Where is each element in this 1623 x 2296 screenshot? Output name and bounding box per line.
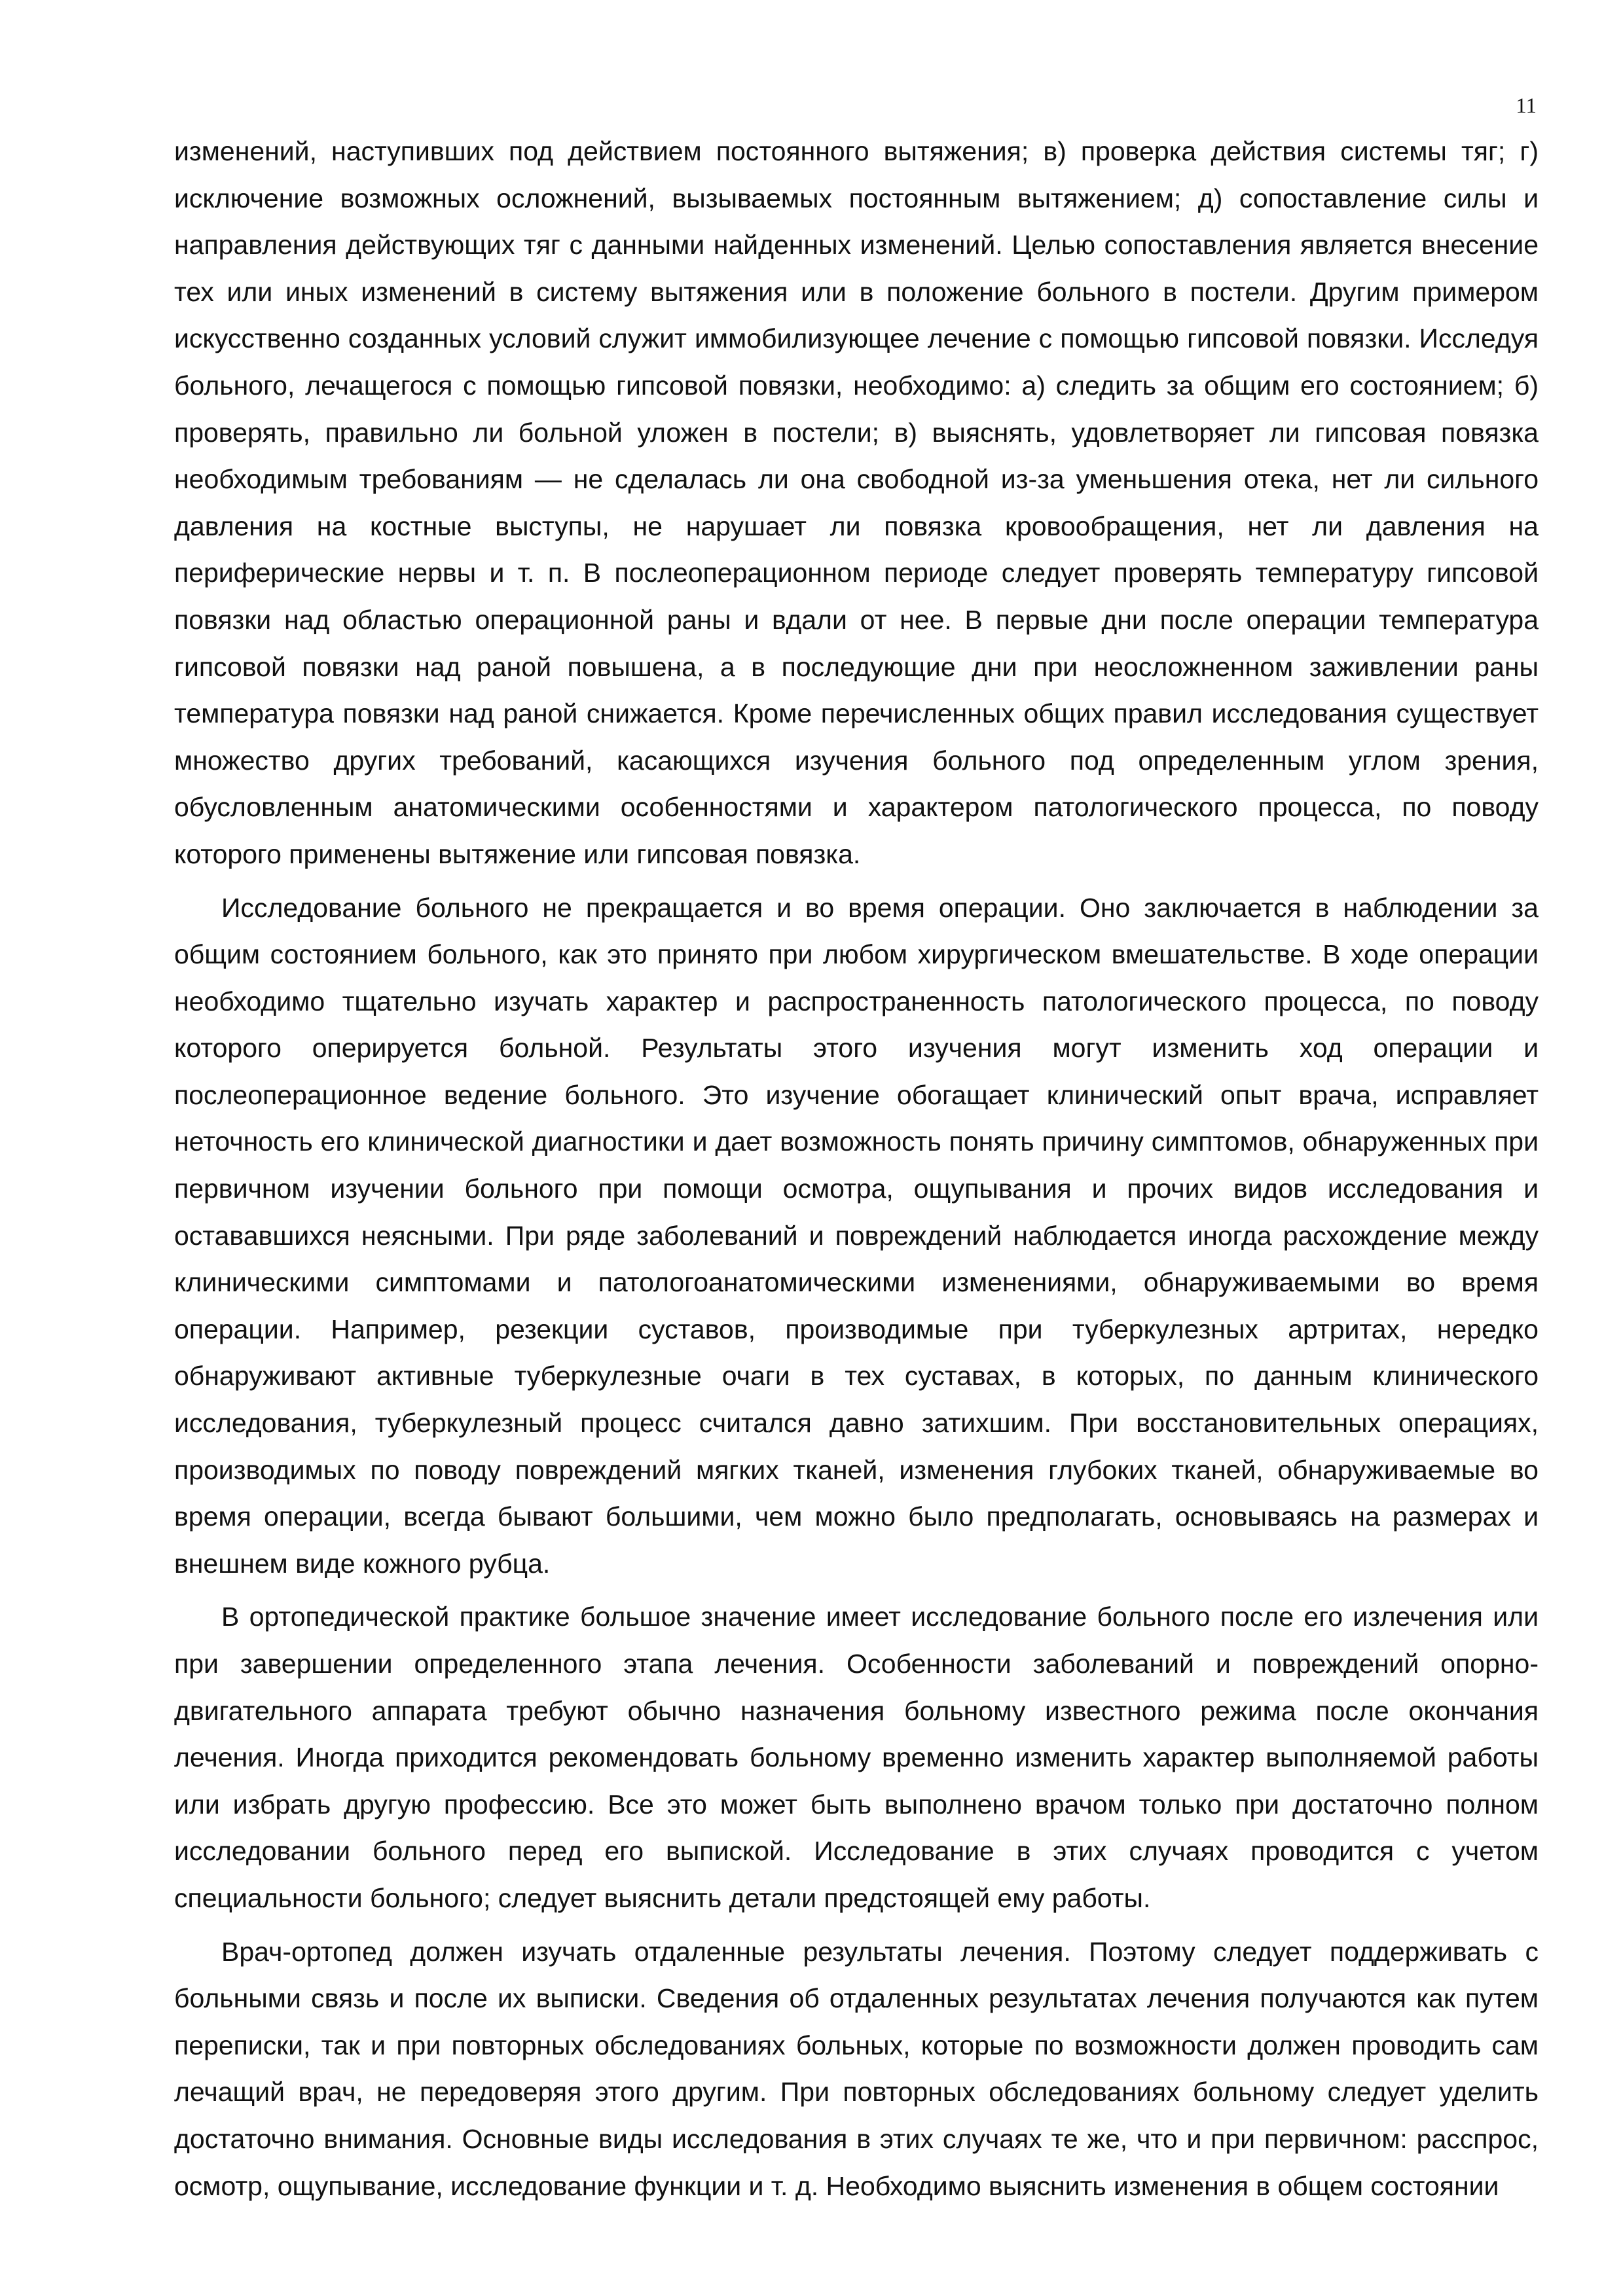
paragraph-2: Исследование больного не прекращается и во время операции. Оно заключается в наблюдении за общим состоянием больного, как это принято при любом хирургическом вмешательстве. В ходе операции необходимо тщательно изучать характер и распространенность патологического процесса, по поводу которого оперируется больной. Результаты этого изучения могут изменить ход операции и послеоперационное ведение больного. Это изучение обогащает клинический опыт врача, исправляет неточность его клинической диагностики и дает возможность понять причину симптомов, обнаруженных при первичном изучении больного при помощи осмотра, ощупывания и прочих видов исследования и остававшихся неясными. При ряде заболеваний и повреждений наблюдается иногда расхождение между клиническими симптомами и патологоанатомическими изменениями, обнаруживаемыми во время операции. Например, резекции суставов, производимые при туберкулезных артритах, нередко обнаруживают активные туберкулезные очаги в тех суставах, в которых, по данным клинического исследования, туберкулезный процесс считался давно затихшим. При восстановительных операциях, производимых по поводу повреждений мягких тканей, изменения глубоких тканей, обнаруживаемые во время операции, всегда бывают большими, чем можно было предполагать, основываясь на размерах и внешнем виде кожного рубца. <box>174 892 1539 1579</box>
page-number: 11 <box>1516 94 1537 118</box>
paragraph-4: Врач-ортопед должен изучать отдаленные результаты лечения. Поэтому следует поддерживать с больными связь и после их выписки. Сведения об отдаленных результатах лечения получаются как путем переписки, так и при повторных обследованиях больных, которые по возможности должен проводить сам лечащий врач, не передоверяя этого другим. При повторных обследованиях больному следует уделить достаточно внимания. Основные виды исследования в этих случаях те же, что и при первичном: расспрос, осмотр, ощупывание, исследование функции и т. д. Необходимо выяснить изменения в общем состоянии <box>174 1936 1539 2201</box>
paragraph-3: В ортопедической практике большое значение имеет исследование больного после его излечения или при завершении определенного этапа лечения. Особенности заболеваний и повреждений опорно-двигательного аппарата требуют обычно назначения больному известного режима после окончания лечения. Иногда приходится рекомендовать больному временно изменить характер выполняемой работы или избрать другую профессию. Все это может быть выполнено врачом только при достаточно полном исследовании больного перед его выпиской. Исследование в этих случаях проводится с учетом специальности больного; следует выяснить детали предстоящей ему работы. <box>174 1602 1539 1913</box>
document-body <box>174 128 1539 2216</box>
paragraph-1: изменений, наступивших под действием постоянного вытяжения; в) проверка действия системы тяг; г) исключение возможных осложнений, вызываемых постоянным вытяжением; д) сопоставление силы и направления действующих тяг с данными найденных изменений. Целью сопоставления является внесение тех или иных изменений в систему вытяжения или в положение больного в постели. Другим примером искусственно созданных условий служит иммобилизующее лечение с помощью гипсовой повязки. Исследуя больного, лечащегося с помощью гипсовой повязки, необходимо: а) следить за общим его состоянием; б) проверять, правильно ли больной уложен в постели; в) выяснять, удовлетворяет ли гипсовая повязка необходимым требованиям — не сделалась ли она свободной из-за уменьшения отека, нет ли сильного давления на костные выступы, не нарушает ли повязка кровообращения, нет ли давления на периферические нервы и т. п. В послеоперационном периоде следует проверять температуру гипсовой повязки над областью операционной раны и вдали от нее. В первые дни после операции температура гипсовой повязки над раной повышена, а в последующие дни при неосложненном заживлении раны температура повязки над раной снижается. Кроме перечисленных общих правил исследования существует множество других требований, касающихся изучения больного под определенным углом зрения, обусловленным анатомическими особенностями и характером патологического процесса, по поводу которого применены вытяжение или гипсовая повязка. <box>174 136 1539 869</box>
